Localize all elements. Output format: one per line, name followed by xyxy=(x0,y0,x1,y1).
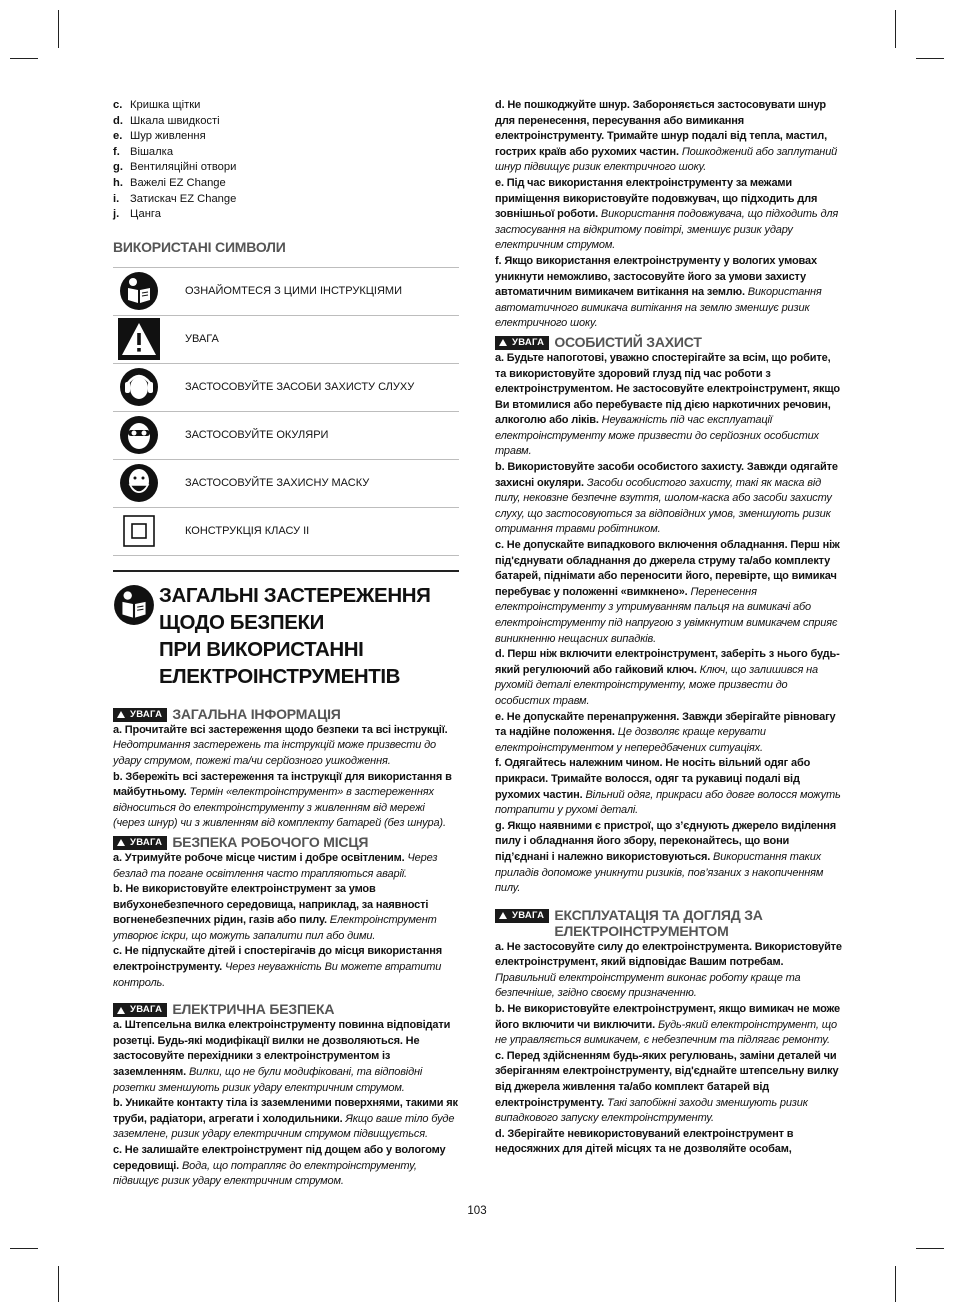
warning-badge: УВАГА xyxy=(113,708,167,722)
symbol-label: ЗАСТОСОВУЙТЕ ОКУЛЯРИ xyxy=(185,429,329,442)
table-row xyxy=(113,460,459,508)
ear-protection-icon xyxy=(115,365,163,409)
page-number: 103 xyxy=(467,1205,487,1217)
crop-mark xyxy=(10,58,38,59)
crop-mark xyxy=(916,58,944,59)
dust-mask-icon xyxy=(115,461,163,505)
list-item: h. Важелі EZ Change xyxy=(113,176,226,189)
paragraph: c. Перед здійсненням будь-яких регулювань, заміни деталей чи зберіганням електроінструменту, від'єднайте штепсельну вилку від джерела живлення та/або комплект батарей від електроінструменту. Такі запобіжні заходи зменшують ризик випадкового запуску електроінструменту. xyxy=(495,1049,839,1125)
read-manual-icon xyxy=(113,584,155,626)
list-item: i. Затискач EZ Change xyxy=(113,192,237,205)
list-item: g. Вентиляційні отвори xyxy=(113,161,237,174)
table-row xyxy=(113,268,459,316)
crop-mark xyxy=(58,1266,59,1302)
crop-mark xyxy=(895,10,896,48)
warning-badge: УВАГА xyxy=(495,336,549,350)
paragraph: c. Не залишайте електроінструмент під дощем або у вологому середовищі. Вода, що потрапляє до електроінструменту, підвищує ризик удару електричним струмом. xyxy=(113,1144,446,1188)
right-column xyxy=(495,98,843,1158)
paragraph: a. Будьте напоготові, уважно спостерігайте за всім, що робите, та використовуйте здоровий глузд під час роботи з електроінструментом. Не застосовуйте електроінструмент, якщо Ви втомилися або перебуваєте під дією наркотичних речовин, алкоголю або ліків. Неуважність під час експлуатації електроінструменту може призвести до серйозних особистих травм. xyxy=(495,351,840,458)
list-item: d. Шкала швидкості xyxy=(113,114,220,127)
list-item: j. Цанга xyxy=(113,208,161,221)
list-item: c. Кришка щітки xyxy=(113,99,201,111)
class-ii-icon xyxy=(115,509,163,553)
paragraph: c. Не допускайте випадкового включення обладнання. Перш ніж під'єднувати обладнання до джерела струму та/або комплекту батарей, піднімати або переносити його, перевірте, що вимикач перебуває у положенні «вимкнено». Перенесення електроінструменту з утримуванням пальця на вимикачі або електроінструменту під напругою з увімкнутим вимикачем сприяє виникненню нещасних випадків. xyxy=(495,539,840,645)
read-manual-icon xyxy=(115,269,163,313)
crop-mark xyxy=(58,10,59,48)
paragraph: e. Під час використання електроінструменту за межами приміщення використовуйте подовжувач, що підходить для зовнішньої роботи. Використання подовжувача, що підходить для застосування на відкритому повітрі, зменшує ризик удару електричним струмом. xyxy=(495,176,839,252)
paragraph: b. Використовуйте засоби особистого захисту. Завжди одягайте захисні окуляри. Засоби особистого захисту, такі як маска від пилу, нековзне безпечне взуття, шолом-каска або засоби захисту слуху, що застосовуються за відповідних умов, зменшують ризик отримання травми робітником. xyxy=(495,461,838,536)
symbol-label: КОНСТРУКЦІЯ КЛАСУ II xyxy=(185,525,310,538)
paragraph: g. Якщо наявними є пристрої, що з’єднують джерело виділення пилу і обладнання його збору, переконайтесь, що вони під’єднані і належно використовуються. Використання таких приладів допоможе уникнути ризиків, пов’язаних з накопиченням пилу. xyxy=(495,819,837,895)
paragraph: f. Одягайтесь належним чином. Не носіть вільний одяг або прикраси. Тримайте волосся, одяг та рукавиці подалі від рухомих частин. Вільний одяг, прикраси або довге волосся можуть потрапити у рухомі деталі. xyxy=(495,757,841,817)
paragraph: a. Штепсельна вилка електроінструменту повинна відповідати розетці. Будь-які модифікації вилки не дозволяються. Не застосовуйте перехідники з електроінструментом із заземленням. Вилки, що не були модифіковані, та відповідні розетки зменшують ризик удару електричним струмом. xyxy=(113,1019,451,1094)
warning-badge: УВАГА xyxy=(495,909,549,923)
paragraph: a. Прочитайте всі застереження щодо безпеки та всі інструкції. Недотримання застережень та інструкцій може призвести до удару струмом, пожежі та/чи серйозного ушкодження. xyxy=(113,723,448,767)
symbols-table xyxy=(113,267,459,556)
paragraph: c. Не підпускайте дітей і спостерігачів до місця використання електроінструменту. Через неуважність Ви можете втратити контроль. xyxy=(113,945,443,989)
list-item: e. Шур живлення xyxy=(113,130,206,143)
paragraph: b. Не використовуйте електроінструмент, якщо вимикач не може його включити чи виключити. Будь-який електроінструмент, що не управляється вимикачем, є небезпечним та підлягає ремонту. xyxy=(495,1003,840,1047)
table-row xyxy=(113,412,459,460)
paragraph: a. Не застосовуйте силу до електроінструмента. Використовуйте електроінструмент, який відповідає Вашим потребам. Правильний електроінструмент виконає роботу краще та безпечніше, згідно своєму призначенню. xyxy=(495,940,842,1000)
paragraph: f. Якщо використання електроінструменту у вологих умовах уникнути неможливо, застосовуйте його за умови захисту автоматичним вимикачем витікання на землю. Використання автоматичного вимикача витікання на землю зменшує ризик електричного шоку. xyxy=(495,254,822,330)
main-heading xyxy=(113,570,459,690)
paragraph: a. Утримуйте робоче місце чистим і добре освітленим. Через безлад та погане освітлення часто трапляються аварії. xyxy=(113,851,438,880)
warning-triangle-icon xyxy=(117,1007,125,1014)
paragraph: e. Не допускайте перенапруження. Завжди зберігайте рівновагу та надійне положення. Це дозволяє краще керувати електроінструментом у непередбачених ситуаціях. xyxy=(495,710,836,754)
section-heading: УВАГА БЕЗПЕКА РОБОЧОГО МІСЦЯ xyxy=(113,834,459,850)
paragraph: d. Не пошкоджуйте шнур. Забороняється застосовувати шнур для перенесення, пересування або вимикання електроінструменту. Тримайте шнур подалі від тепла, мастил, гострих країв або рухомих частин. Пошкоджений або заплутаний шнур підвищує ризик електричного шоку. xyxy=(495,99,838,174)
left-column xyxy=(113,98,459,1190)
warning-badge: УВАГА xyxy=(113,1003,167,1017)
symbol-label: ОЗНАЙОМТЕСЯ З ЦИМИ ІНСТРУКЦІЯМИ xyxy=(185,285,402,298)
paragraph: d. Зберігайте невикористовуваний електроінструмент в недосяжних для дітей місцях та не дозволяйте особам, xyxy=(495,1127,794,1156)
crop-mark xyxy=(10,1248,38,1249)
symbol-label: ЗАСТОСОВУЙТЕ ЗАСОБИ ЗАХИСТУ СЛУХУ xyxy=(185,381,415,394)
warning-triangle-icon xyxy=(499,912,507,919)
warning-triangle-icon xyxy=(117,711,125,718)
section-heading: УВАГА ОСОБИСТИЙ ЗАХИСТ xyxy=(495,334,843,350)
symbol-label: ЗАСТОСОВУЙТЕ ЗАХИСНУ МАСКУ xyxy=(185,477,370,490)
paragraph: b. Не використовуйте електроінструмент за умов вибухонебезпечного середовища, наприклад, за наявності вогненебезпечних рідин, газів або пилу. Електроінструмент утворює іскри, що можуть запалити пил або дими. xyxy=(113,883,437,942)
list-item: f. Вішалка xyxy=(113,145,174,158)
paragraph: d. Перш ніж включити електроінструмент, заберіть з нього будь-який регулюючий або гайковий ключ. Ключ, що залишився на рухомій деталі електроінструменту, може призвести до особистих травм. xyxy=(495,648,840,707)
symbol-label: УВАГА xyxy=(185,333,219,346)
warning-triangle-icon xyxy=(117,839,125,846)
crop-mark xyxy=(916,1248,944,1249)
table-row xyxy=(113,316,459,364)
symbols-heading: ВИКОРИСТАНІ СИМВОЛИ xyxy=(113,238,286,255)
table-row xyxy=(113,364,459,412)
paragraph: b. Уникайте контакту тіла із заземленими поверхнями, такими як труби, радіатори, агрегати і холодильники. Якщо ваше тіло буде заземлене, ризик удару електричним струмом підвищується. xyxy=(113,1097,458,1141)
warning-badge: УВАГА xyxy=(113,836,167,850)
crop-mark xyxy=(895,1266,896,1302)
parts-list xyxy=(113,98,459,223)
paragraph: b. Збережіть всі застереження та інструкції для використання в майбутньому. Термін «електроінструмент» в застереженнях відноситься до електроінструменту з живленням від мережі (через шнур) чи з живленням від комплекту батарей (без шнура). xyxy=(113,770,452,830)
eye-protection-icon xyxy=(115,413,163,457)
section-heading: УВАГА ЗАГАЛЬНА ІНФОРМАЦІЯ xyxy=(113,706,459,722)
warning-triangle-icon xyxy=(499,339,507,346)
table-row xyxy=(113,508,459,556)
warning-triangle-icon xyxy=(115,317,163,361)
section-heading: УВАГА ЕЛЕКТРИЧНА БЕЗПЕКА xyxy=(113,1001,459,1017)
section-heading: УВАГА ЕКСПЛУАТАЦІЯ ТА ДОГЛЯД ЗА ЕЛЕКТРОІНСТРУМЕНТОМ xyxy=(495,907,843,939)
page-title: ЗАГАЛЬНІ ЗАСТЕРЕЖЕННЯ ЩОДО БЕЗПЕКИ ПРИ ВИКОРИСТАННІ ЕЛЕКТРОІНСТРУМЕНТІВ xyxy=(159,583,431,688)
